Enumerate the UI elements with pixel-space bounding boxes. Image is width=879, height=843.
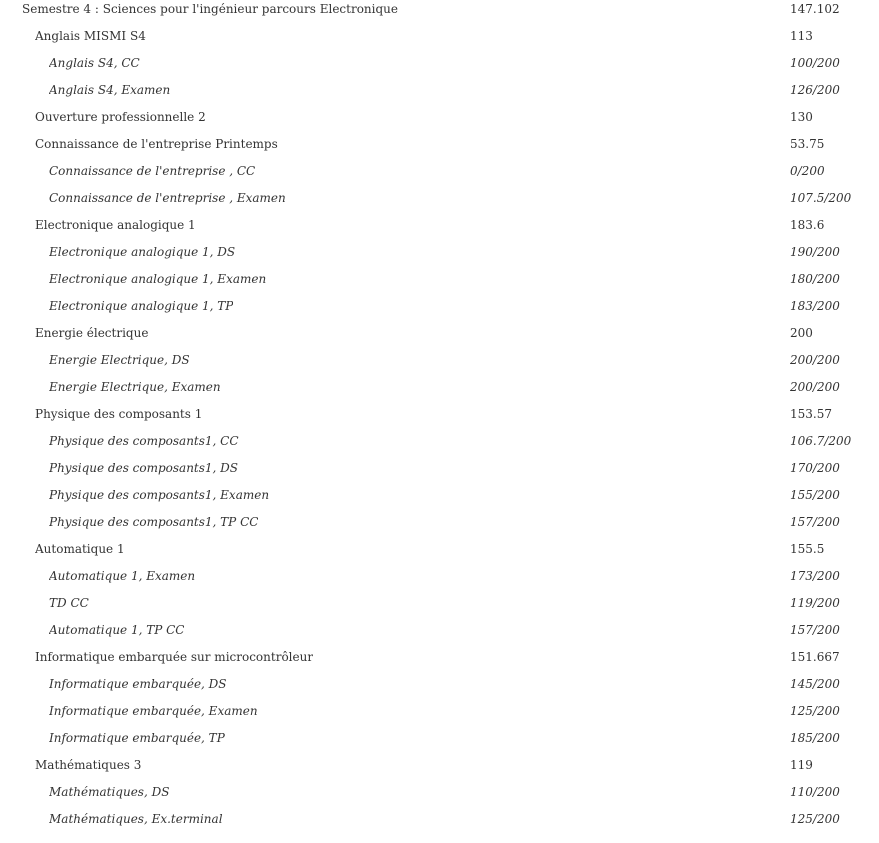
row-value: 170/200	[790, 461, 840, 475]
row-label: Connaissance de l'entreprise Printemps	[35, 137, 278, 151]
ue-row	[0, 216, 879, 243]
evaluation-row	[0, 54, 879, 81]
row-label: Electronique analogique 1	[35, 218, 196, 232]
row-label: Informatique embarquée, TP	[49, 731, 225, 745]
row-label: Electronique analogique 1, Examen	[49, 272, 267, 286]
row-value: 53.75	[790, 137, 825, 151]
evaluation-row	[0, 675, 879, 702]
evaluation-row	[0, 567, 879, 594]
ue-row	[0, 648, 879, 675]
evaluation-row	[0, 729, 879, 756]
ue-row	[0, 108, 879, 135]
row-value: 125/200	[790, 812, 840, 826]
row-label: Energie Electrique, Examen	[49, 380, 221, 394]
evaluation-row	[0, 81, 879, 108]
ue-row	[0, 27, 879, 54]
evaluation-row	[0, 162, 879, 189]
row-value: 0/200	[790, 164, 825, 178]
row-label: Mathématiques, DS	[49, 785, 170, 799]
evaluation-row	[0, 783, 879, 810]
row-label: Physique des composants 1	[35, 407, 203, 421]
row-label: Semestre 4 : Sciences pour l'ingénieur parcours Electronique	[22, 2, 399, 16]
evaluation-row	[0, 459, 879, 486]
row-label: Ouverture professionnelle 2	[35, 110, 206, 124]
row-value: 113	[790, 29, 813, 43]
evaluation-row	[0, 351, 879, 378]
row-value: 173/200	[790, 569, 840, 583]
row-label: Electronique analogique 1, TP	[49, 299, 234, 313]
row-value: 157/200	[790, 515, 840, 529]
evaluation-row	[0, 594, 879, 621]
row-value: 200/200	[790, 353, 840, 367]
evaluation-row	[0, 432, 879, 459]
row-label: Connaissance de l'entreprise , CC	[49, 164, 256, 178]
row-value: 147.102	[790, 2, 840, 16]
row-label: Mathématiques, Ex.terminal	[49, 812, 223, 826]
row-label: Automatique 1	[35, 542, 125, 556]
evaluation-row	[0, 810, 879, 837]
row-value: 183/200	[790, 299, 840, 313]
evaluation-row	[0, 486, 879, 513]
ue-row	[0, 135, 879, 162]
ue-row	[0, 540, 879, 567]
row-label: Mathématiques 3	[35, 758, 142, 772]
row-value: 200	[790, 326, 813, 340]
row-label: Anglais S4, Examen	[49, 83, 171, 97]
row-label: Informatique embarquée, Examen	[49, 704, 258, 718]
ue-row	[0, 756, 879, 783]
row-label: Physique des composants1, TP CC	[49, 515, 259, 529]
row-label: Energie électrique	[35, 326, 149, 340]
row-value: 155.5	[790, 542, 825, 556]
row-value: 183.6	[790, 218, 825, 232]
row-label: Anglais S4, CC	[49, 56, 140, 70]
row-label: Automatique 1, TP CC	[49, 623, 185, 637]
row-value: 106.7/200	[790, 434, 852, 448]
ue-row	[0, 324, 879, 351]
evaluation-row	[0, 513, 879, 540]
row-value: 107.5/200	[790, 191, 852, 205]
evaluation-row	[0, 270, 879, 297]
evaluation-row	[0, 243, 879, 270]
evaluation-row	[0, 297, 879, 324]
ue-row	[0, 405, 879, 432]
evaluation-row	[0, 621, 879, 648]
row-value: 125/200	[790, 704, 840, 718]
row-value: 126/200	[790, 83, 840, 97]
row-label: Automatique 1, Examen	[49, 569, 196, 583]
row-value: 145/200	[790, 677, 840, 691]
row-value: 157/200	[790, 623, 840, 637]
evaluation-row	[0, 189, 879, 216]
row-value: 155/200	[790, 488, 840, 502]
row-label: Energie Electrique, DS	[49, 353, 190, 367]
row-value: 130	[790, 110, 813, 124]
row-label: Informatique embarquée sur microcontrôleur	[35, 650, 314, 664]
row-value: 200/200	[790, 380, 840, 394]
row-label: Physique des composants1, DS	[49, 461, 239, 475]
row-value: 119	[790, 758, 813, 772]
row-value: 190/200	[790, 245, 840, 259]
row-value: 100/200	[790, 56, 840, 70]
row-label: Anglais MISMI S4	[35, 29, 146, 43]
row-value: 180/200	[790, 272, 840, 286]
row-value: 185/200	[790, 731, 840, 745]
semester-row	[0, 0, 879, 27]
row-label: Informatique embarquée, DS	[49, 677, 227, 691]
row-value: 153.57	[790, 407, 832, 421]
row-label: TD CC	[49, 596, 89, 610]
row-value: 110/200	[790, 785, 840, 799]
evaluation-row	[0, 378, 879, 405]
row-label: Physique des composants1, Examen	[49, 488, 270, 502]
row-value: 151.667	[790, 650, 840, 664]
row-value: 119/200	[790, 596, 840, 610]
row-label: Physique des composants1, CC	[49, 434, 239, 448]
evaluation-row	[0, 702, 879, 729]
row-label: Electronique analogique 1, DS	[49, 245, 236, 259]
row-label: Connaissance de l'entreprise , Examen	[49, 191, 286, 205]
